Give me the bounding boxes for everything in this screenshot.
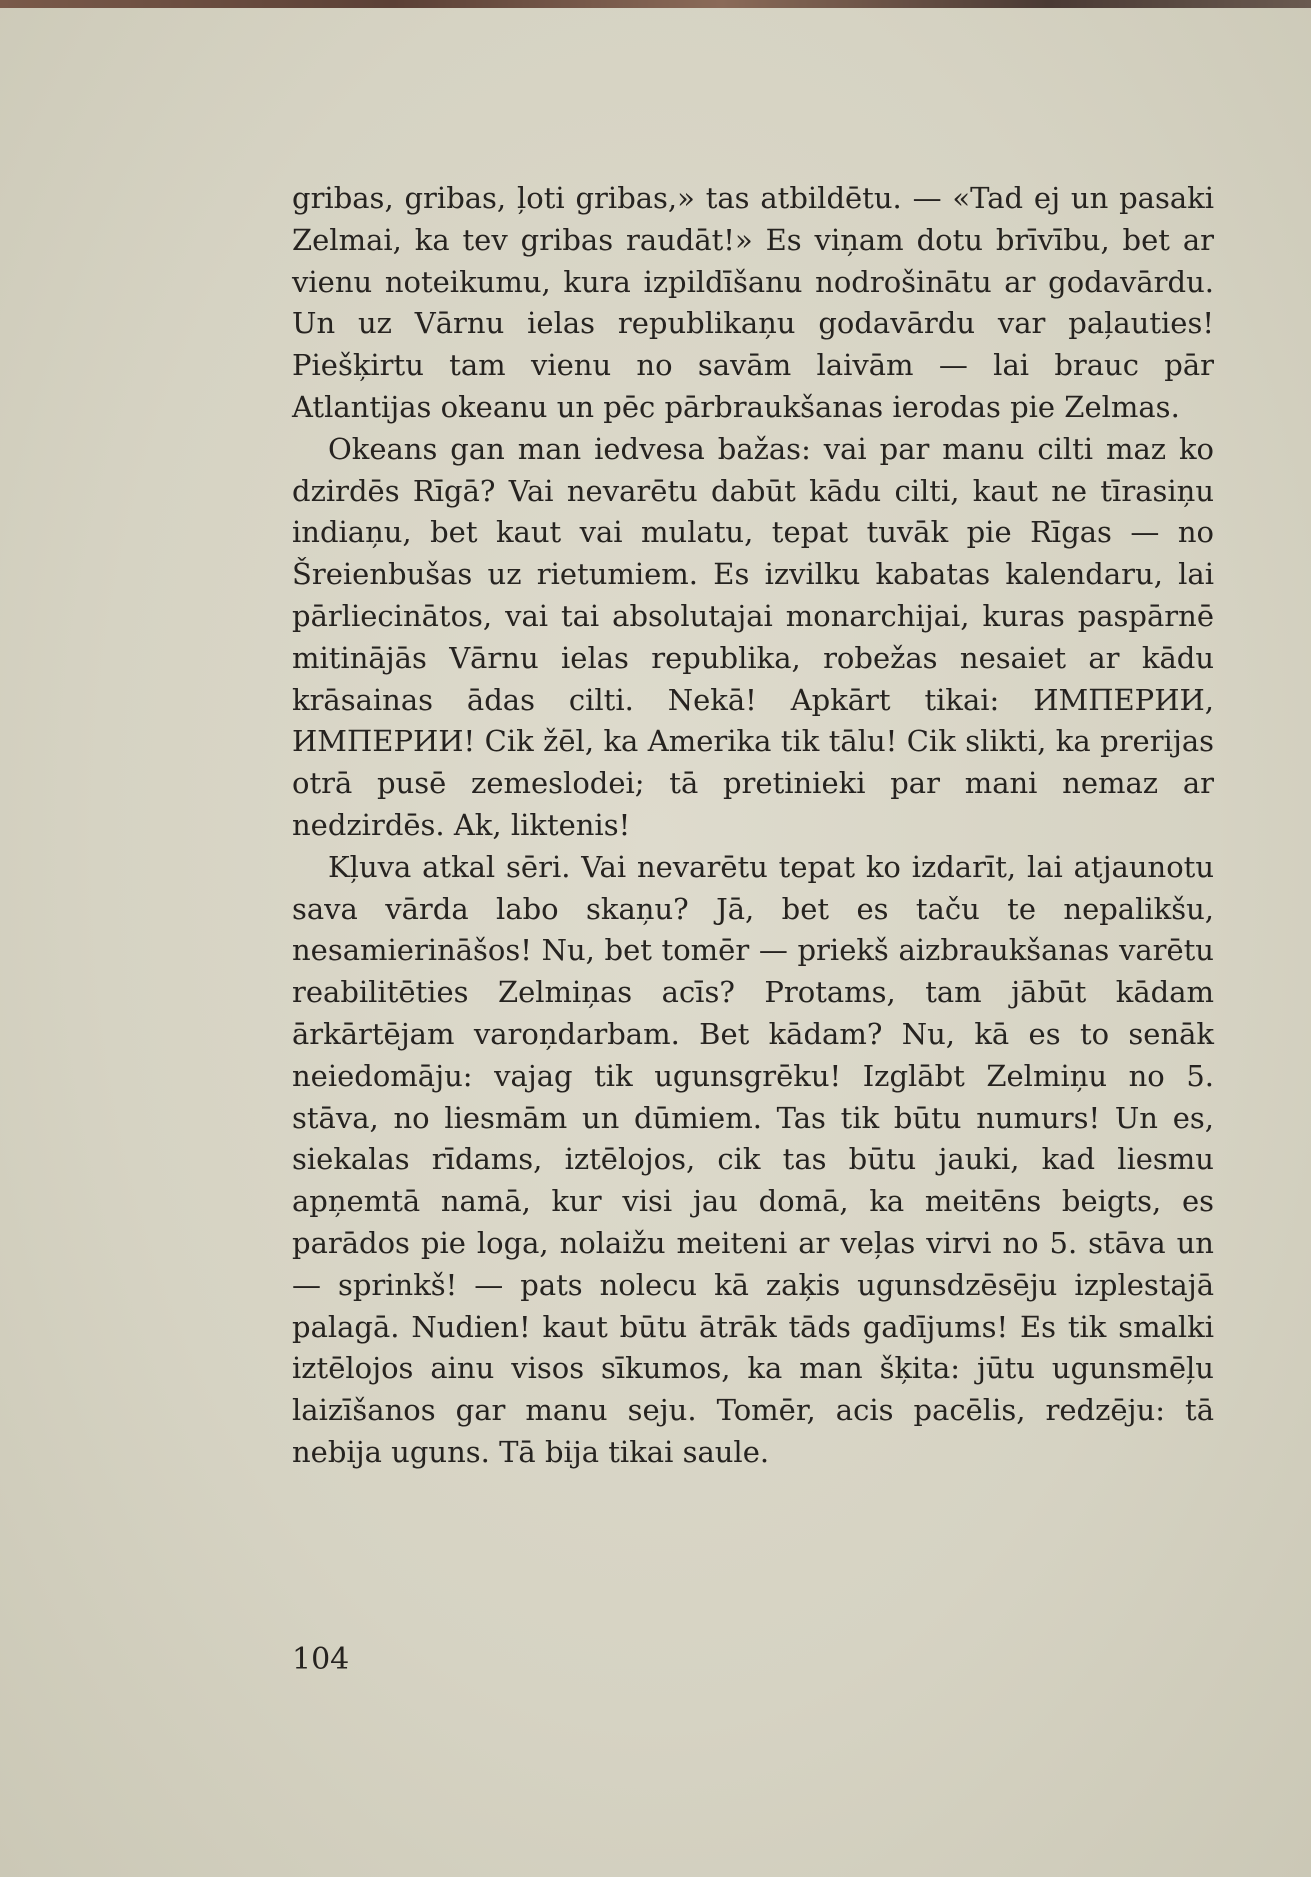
body-text bbox=[292, 178, 1214, 1474]
page-top-edge bbox=[0, 0, 1311, 8]
page-number: 104 bbox=[292, 1642, 350, 1677]
paragraph-2: Okeans gan man iedvesa bažas: vai par manu cilti maz ko dzirdēs Rīgā? Vai nevarētu dabūt kādu cilti, kaut ne tīrasiņu indiaņu, bet kaut vai mulatu, tepat tuvāk pie Rīgas — no Šreienbušas uz rietumiem. Es izvilku kabatas kalendaru, lai pārliecinātos, vai tai absolutajai monarchijai, kuras paspārnē mitinājās Vārnu ielas republika, robežas nesaiet ar kādu krāsainas ādas cilti. Nekā! Apkārt tikai: ИМПЕРИИ, ИМПЕРИИ! Cik žēl, ka Amerika tik tālu! Cik slikti, ka prerijas otrā pusē zemeslodei; tā pretinieki par mani nemaz ar nedzirdēs. Ak, liktenis! bbox=[292, 431, 1214, 842]
paragraph-1: gribas, gribas, ļoti gribas,» tas atbildētu. — «Tad ej un pasaki Zelmai, ka tev gribas raudāt!» Es viņam dotu brīvību, bet ar vienu noteikumu, kura izpildīšanu nodrošinātu ar godavārdu. Un uz Vārnu ielas republikaņu godavārdu var paļauties! Piešķirtu tam vienu no savām laivām — lai brauc pār Atlantijas okeanu un pēc pārbraukšanas ierodas pie Zelmas. bbox=[292, 181, 1214, 424]
paragraph-3: Kļuva atkal sēri. Vai nevarētu tepat ko izdarīt, lai atjaunotu sava vārda labo skaņu? Jā, bet es taču te nepalikšu, nesamierināšos! Nu, bet tomēr — priekš aizbraukšanas varētu reabilitēties Zelmiņas acīs? Protams, tam jābūt kādam ārkārtējam varoņdarbam. Bet kādam? Nu, kā es to senāk neiedomāju: vajag tik ugunsgrēku! Izglābt Zelmiņu no 5. stāva, no liesmām un dūmiem. Tas tik būtu numurs! Un es, siekalas rīdams, iztēlojos, cik tas būtu jauki, kad liesmu apņemtā namā, kur visi jau domā, ka meitēns beigts, es parādos pie loga, nolaižu meiteni ar veļas virvi no 5. stāva un — sprinkš! — pats nolecu kā zaķis ugunsdzēsēju izplestajā palagā. Nudien! kaut būtu ātrāk tāds gadījums! Es tik smalki iztēlojos ainu visos sīkumos, ka man šķita: jūtu ugunsmēļu laizīšanos gar manu seju. Tomēr, acis pacēlis, redzēju: tā nebija uguns. Tā bija tikai saule. bbox=[292, 849, 1214, 1469]
